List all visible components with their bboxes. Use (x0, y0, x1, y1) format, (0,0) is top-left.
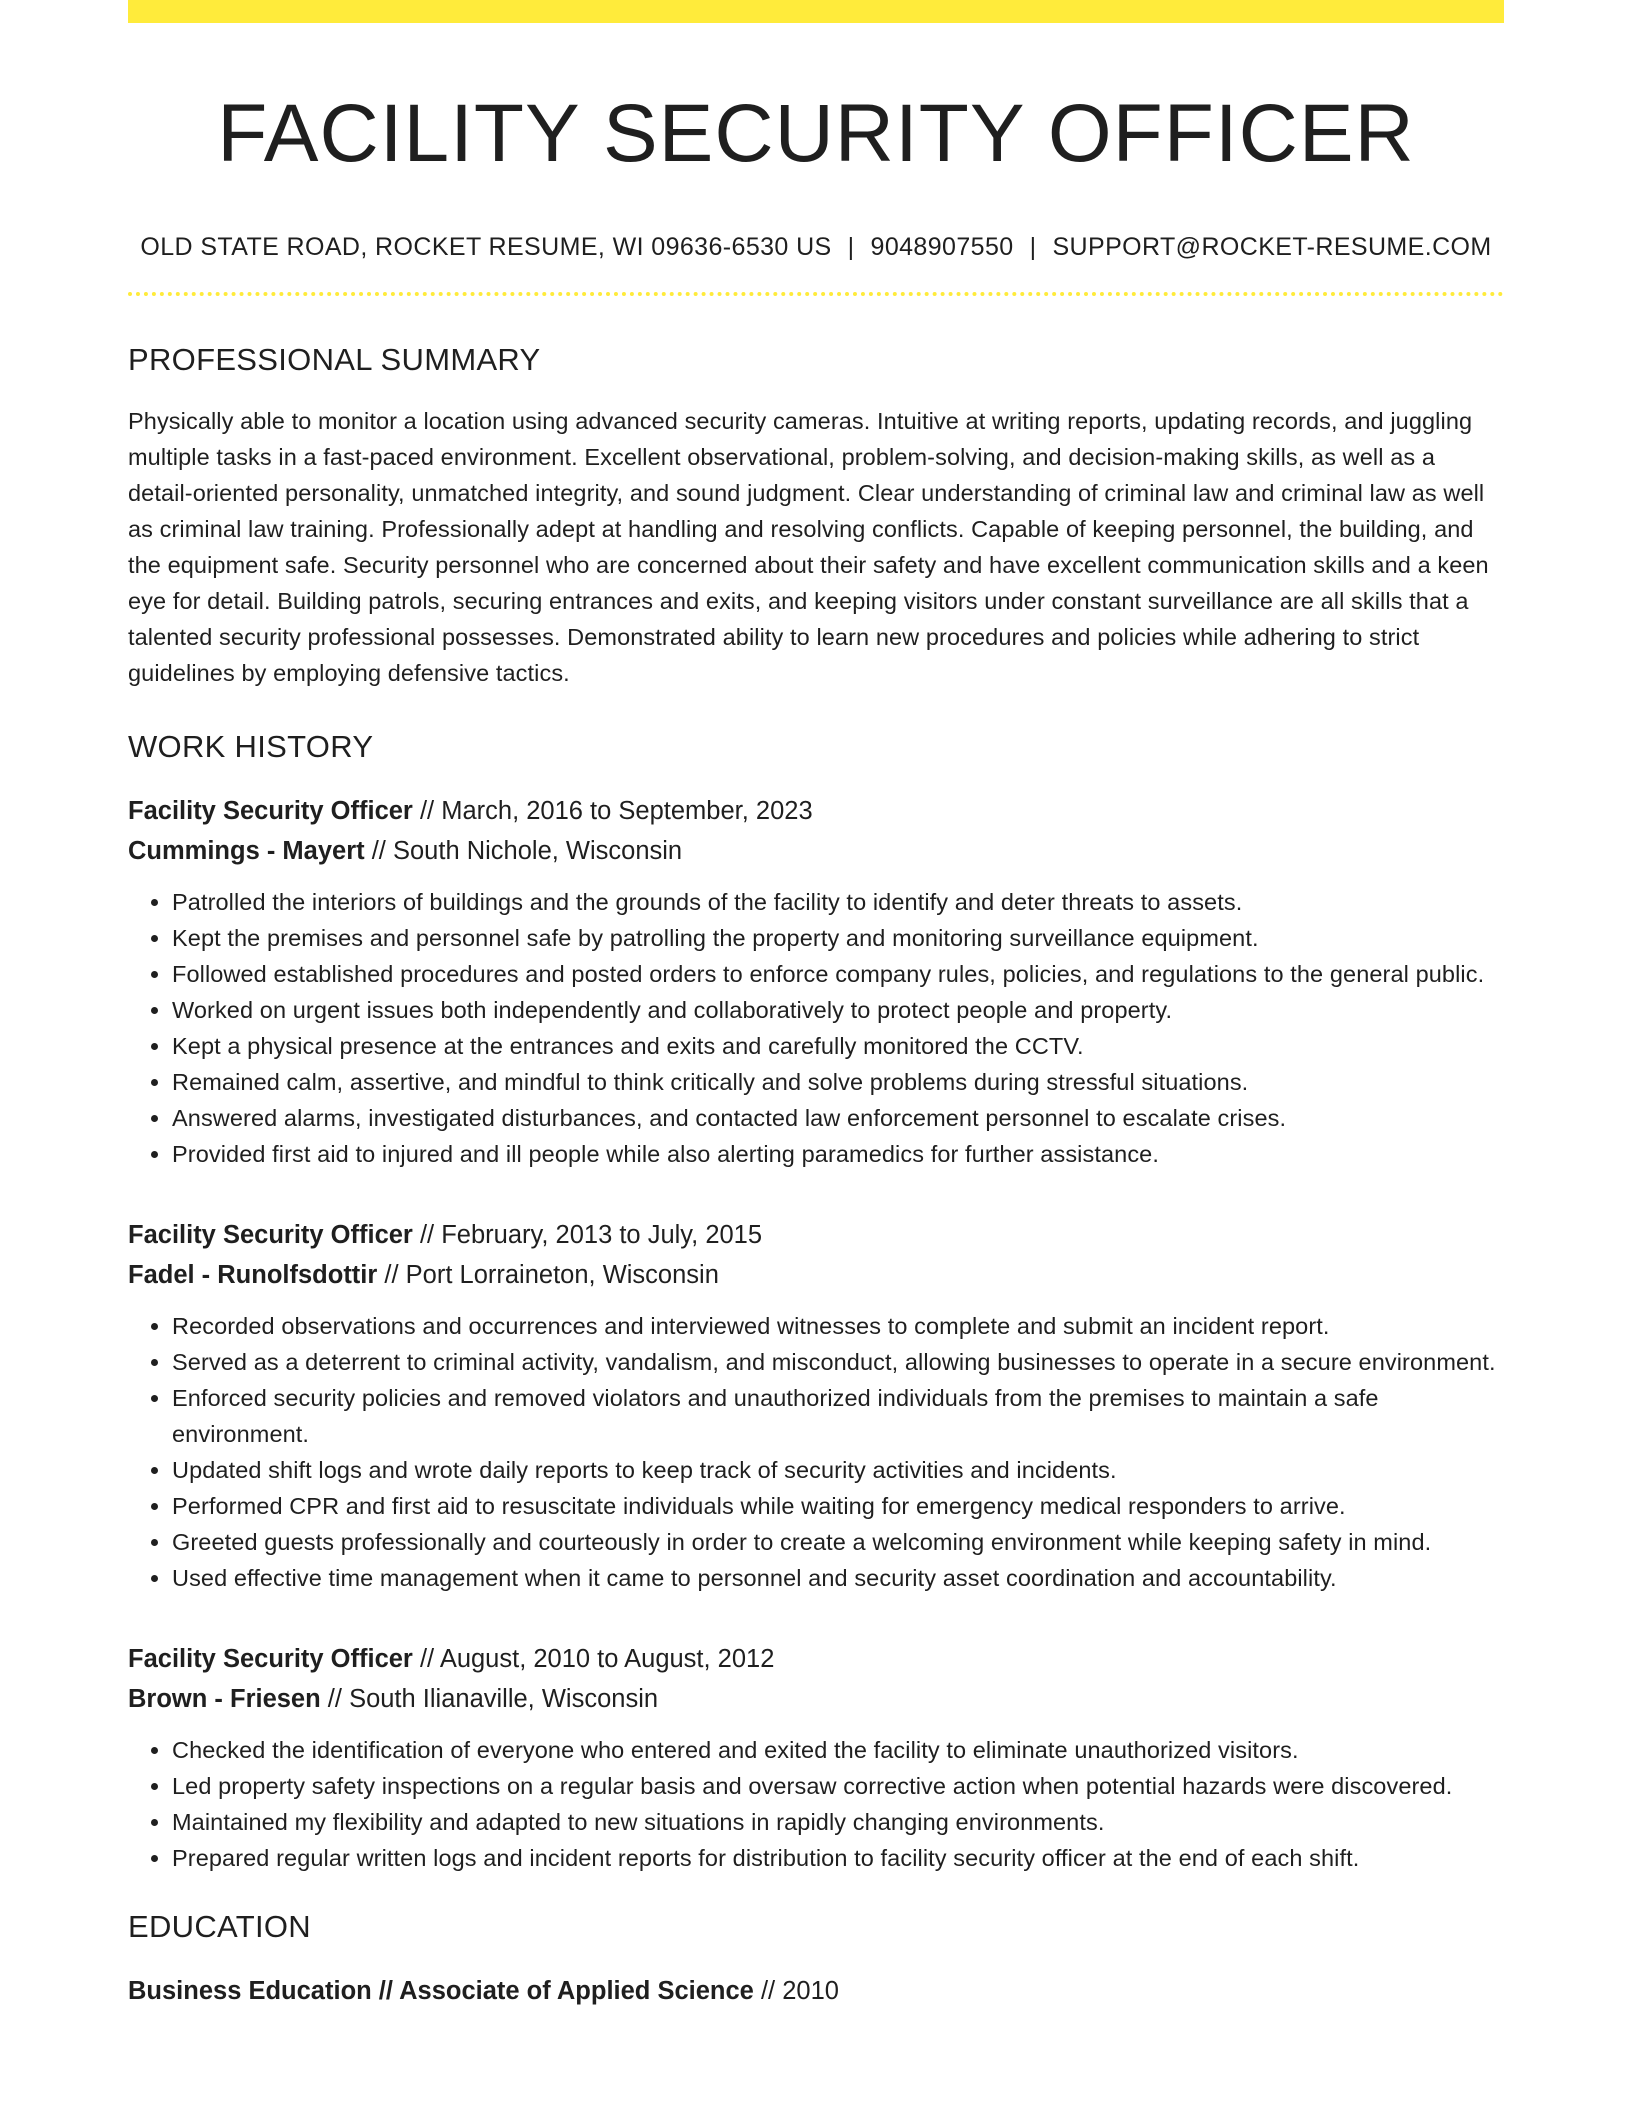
contact-separator: | (1029, 233, 1037, 262)
contact-separator: | (847, 233, 855, 262)
job-location: South Nichole, Wisconsin (392, 837, 683, 866)
job-duty-item: • Followed established procedures and posted orders to enforce company rules, policies, and regulations to the general public. (172, 956, 1504, 992)
education-degree: Business Education // Associate of Applied Science (128, 1977, 754, 2006)
job-title: Facility Security Officer (128, 797, 413, 826)
job-dates: March, 2016 to September, 2023 (441, 797, 813, 826)
job-duty-item: • Updated shift logs and wrote daily reports to keep track of security activities and incidents. (172, 1452, 1504, 1488)
job-duties-list (128, 884, 1504, 1172)
job-duty-item: • Maintained my flexibility and adapted to new situations in rapidly changing environments. (172, 1804, 1504, 1840)
job-duty-item: • Kept the premises and personnel safe by patrolling the property and monitoring surveillance equipment. (172, 920, 1504, 956)
job-title: Facility Security Officer (128, 1221, 413, 1250)
job-separator: // (419, 1645, 435, 1674)
dotted-divider (128, 292, 1504, 296)
education-year: 2010 (782, 1977, 839, 2006)
job-company-line (128, 1255, 1504, 1295)
resume-name: FACILITY SECURITY OFFICER (217, 88, 1415, 179)
job-separator: // (384, 1261, 399, 1290)
job-duty-item: • Remained calm, assertive, and mindful to think critically and solve problems during stressful situations. (172, 1064, 1504, 1100)
contact-line (128, 231, 1504, 264)
job-entry (128, 1639, 1504, 1876)
accent-top-bar (128, 0, 1504, 23)
resume-page (128, 0, 1504, 2011)
job-location: Port Lorraineton, Wisconsin (405, 1261, 719, 1290)
contact-email: SUPPORT@ROCKET-RESUME.COM (1052, 233, 1492, 262)
job-duty-item: • Worked on urgent issues both independently and collaboratively to protect people and property. (172, 992, 1504, 1028)
job-duty-item: • Used effective time management when it came to personnel and security asset coordination and accountability. (172, 1560, 1504, 1596)
contact-phone: 9048907550 (870, 233, 1014, 262)
job-entry (128, 1215, 1504, 1596)
job-title-line (128, 1639, 1504, 1679)
job-duty-item: • Recorded observations and occurrences and interviewed witnesses to complete and submit an incident report. (172, 1308, 1504, 1344)
job-title: Facility Security Officer (128, 1645, 413, 1674)
job-separator: // (419, 797, 435, 826)
education-heading: EDUCATION (128, 1909, 311, 1945)
job-list (128, 791, 1504, 1876)
job-duty-item: • Checked the identification of everyone who entered and exited the facility to eliminate unauthorized visitors. (172, 1732, 1504, 1768)
job-separator: // (371, 837, 386, 866)
job-duties-list (128, 1308, 1504, 1596)
job-duty-item: • Provided first aid to injured and ill people while also alerting paramedics for further assistance. (172, 1136, 1504, 1172)
contact-address: OLD STATE ROAD, ROCKET RESUME, WI 09636-6530 US (140, 233, 832, 262)
work-history-heading: WORK HISTORY (128, 728, 374, 764)
job-duty-item: • Served as a deterrent to criminal activity, vandalism, and misconduct, allowing businesses to operate in a secure environment. (172, 1344, 1504, 1380)
job-duty-item: • Enforced security policies and removed violators and unauthorized individuals from the premises to maintain a safe environment. (172, 1380, 1504, 1452)
job-duty-item: • Patrolled the interiors of buildings and the grounds of the facility to identify and deter threats to assets. (172, 884, 1504, 920)
job-company: Brown - Friesen (128, 1685, 321, 1714)
summary-heading: PROFESSIONAL SUMMARY (128, 341, 541, 377)
job-duty-item: • Prepared regular written logs and incident reports for distribution to facility security officer at the end of each shift. (172, 1840, 1504, 1876)
job-location: South Ilianaville, Wisconsin (349, 1685, 659, 1714)
job-entry (128, 791, 1504, 1172)
job-duty-item: • Kept a physical presence at the entrances and exits and carefully monitored the CCTV. (172, 1028, 1504, 1064)
job-duty-item: • Performed CPR and first aid to resuscitate individuals while waiting for emergency medical responders to arrive. (172, 1488, 1504, 1524)
job-company: Cummings - Mayert (128, 837, 365, 866)
job-duty-item: • Answered alarms, investigated disturbances, and contacted law enforcement personnel to escalate crises. (172, 1100, 1504, 1136)
job-company: Fadel - Runolfsdottir (128, 1261, 378, 1290)
job-company-line (128, 831, 1504, 871)
job-duty-item: • Greeted guests professionally and courteously in order to create a welcoming environment while keeping safety in mind. (172, 1524, 1504, 1560)
job-duties-list (128, 1732, 1504, 1876)
job-duty-item: • Led property safety inspections on a regular basis and oversaw corrective action when potential hazards were discovered. (172, 1768, 1504, 1804)
job-title-line (128, 791, 1504, 831)
education-separator: // (760, 1977, 776, 2006)
job-separator: // (327, 1685, 342, 1714)
job-title-line (128, 1215, 1504, 1255)
job-company-line (128, 1679, 1504, 1719)
education-entry (128, 1971, 1504, 2011)
summary-text: Physically able to monitor a location using advanced security cameras. Intuitive at writing reports, updating records, and juggling multiple tasks in a fast-paced environment. Excellent observational, problem-solving, and decision-making skills, as well as a detail-oriented personality, unmatched integrity, and sound judgment. Clear understanding of criminal law and criminal law as well as criminal law training. Professionally adept at handling and resolving conflicts. Capable of keeping personnel, the building, and the equipment safe. Security personnel who are concerned about their safety and have excellent communication skills and a keen eye for detail. Building patrols, securing entrances and exits, and keeping visitors under constant surveillance are all skills that a talented security professional possesses. Demonstrated ability to learn new procedures and policies while adhering to strict guidelines by employing defensive tactics. (128, 407, 1489, 686)
job-dates: February, 2013 to July, 2015 (441, 1221, 763, 1250)
job-separator: // (419, 1221, 435, 1250)
job-dates: August, 2010 to August, 2012 (439, 1645, 775, 1674)
